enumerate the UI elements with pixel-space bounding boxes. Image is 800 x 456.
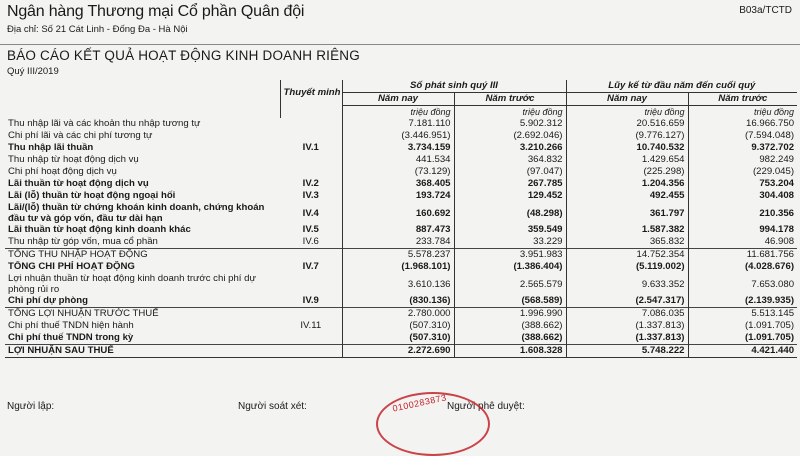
ytd-this-year-value: 1.429.654 (566, 154, 688, 166)
quarter-this-year-value: 368.405 (342, 178, 454, 190)
ytd-this-year-value: 20.516.659 (566, 118, 688, 130)
ytd-last-year-value: 16.966.750 (746, 118, 795, 129)
ytd-this-year-value: (9.776.127) (566, 130, 688, 142)
ytd-this-year-value: (225.298) (566, 166, 688, 178)
ytd-last-year-value: 753.204 (759, 178, 795, 189)
quarter-this-year-value: (73.129) (342, 166, 454, 178)
row-label: Lãi (lỗ) thuần từ hoạt động ngoại hối (8, 190, 176, 201)
ytd-this-year-value: 361.797 (566, 202, 688, 224)
row-note: IV.3 (280, 190, 342, 202)
row-label: Chi phí dự phòng (8, 295, 88, 306)
ytd-last-year-value: 7.653.080 (751, 278, 795, 290)
ytd-last-year-value: (1.091.705) (744, 320, 795, 331)
row-note: IV.7 (280, 261, 342, 273)
ytd-last-year-value: 210.356 (759, 207, 795, 219)
quarter-last-year-value: (388.662) (454, 332, 566, 345)
quarter-last-year-header: Năm trước (454, 93, 566, 106)
quarter-last-year-value: (568.589) (454, 295, 566, 308)
table-row (5, 142, 797, 154)
unit-label: triệu đồng (454, 106, 566, 119)
table-row (5, 118, 797, 130)
report-title: BÁO CÁO KẾT QUẢ HOẠT ĐỘNG KINH DOANH RIÊNG (7, 48, 360, 63)
quarter-last-year-value: (388.662) (454, 320, 566, 332)
table-row (5, 130, 797, 142)
note-column-header: Thuyết minh (280, 80, 342, 106)
row-note (280, 118, 342, 130)
quarter-this-year-value: 3.610.136 (342, 273, 454, 295)
ytd-last-year-value: (4.028.676) (744, 261, 795, 272)
table-row (5, 320, 797, 332)
row-note: IV.2 (280, 178, 342, 190)
quarter-last-year-value: 33.229 (454, 236, 566, 249)
quarter-this-year-value: (507.310) (342, 332, 454, 345)
quarter-this-year-value: 193.724 (342, 190, 454, 202)
bank-address: Địa chỉ: Số 21 Cát Linh - Đống Đa - Hà Nội (7, 24, 188, 35)
ytd-this-year-header: Năm nay (566, 93, 688, 106)
row-note (280, 345, 342, 358)
row-label: Chi phí hoạt động dịch vụ (8, 166, 117, 177)
ytd-last-year-value: 304.408 (759, 190, 795, 201)
ytd-this-year-value: 5.748.222 (566, 345, 688, 358)
row-label: Thu nhập lãi thuần (8, 142, 94, 153)
ytd-last-year-value: (2.139.935) (744, 295, 795, 306)
table-row (5, 236, 797, 249)
table-row (5, 224, 797, 236)
quarter-group-header: Số phát sinh quý III (342, 80, 566, 93)
checked-by-label: Người soát xét: (238, 401, 307, 412)
income-statement-table (5, 80, 797, 358)
quarter-this-year-value: 5.578.237 (342, 249, 454, 262)
row-note (280, 308, 342, 321)
header-row-groups (5, 80, 797, 93)
row-label: Lãi/(lỗ) thuần từ chứng khoán kinh doanh, chứng khoán đầu tư và góp vốn, đầu tư dài hạn (8, 202, 265, 224)
table-row (5, 249, 797, 262)
quarter-last-year-value: (48.298) (454, 202, 566, 224)
table-row (5, 202, 797, 224)
table-row (5, 308, 797, 321)
row-label: TỔNG THU NHẬP HOẠT ĐỘNG (5, 249, 280, 262)
row-note (280, 154, 342, 166)
unit-label: triệu đồng (754, 107, 795, 117)
unit-label: triệu đồng (342, 106, 454, 119)
table-row (5, 295, 797, 308)
table-row (5, 190, 797, 202)
row-label: TỔNG CHI PHÍ HOẠT ĐỘNG (8, 261, 135, 272)
ytd-this-year-value: 10.740.532 (566, 142, 688, 154)
row-note: IV.9 (280, 295, 342, 308)
quarter-last-year-value: (97.047) (454, 166, 566, 178)
row-label: Lãi thuần từ hoạt động kinh doanh khác (8, 224, 191, 235)
table-row (5, 332, 797, 345)
quarter-this-year-value: 233.784 (342, 236, 454, 249)
quarter-this-year-value: 441.534 (342, 154, 454, 166)
table-row (5, 345, 797, 358)
row-note (280, 130, 342, 142)
row-label: Thu nhập lãi và các khoản thu nhập tương tự (8, 118, 201, 129)
quarter-last-year-value: 2.565.579 (454, 273, 566, 295)
ytd-this-year-value: (1.337.813) (566, 320, 688, 332)
ytd-this-year-value: (1.337.813) (566, 332, 688, 345)
quarter-last-year-value: 5.902.312 (454, 118, 566, 130)
ytd-last-year-header: Năm trước (688, 93, 797, 106)
table-row (5, 273, 797, 295)
ytd-this-year-value: 9.633.352 (566, 273, 688, 295)
table-row (5, 178, 797, 190)
ytd-last-year-value: (7.594.048) (744, 130, 795, 141)
table-row (5, 154, 797, 166)
row-label: Lãi thuần từ hoạt động dịch vụ (8, 178, 149, 189)
quarter-this-year-value: (1.968.101) (342, 261, 454, 273)
ytd-last-year-value: 982.249 (759, 154, 795, 165)
ytd-this-year-value: (5.119.002) (566, 261, 688, 273)
quarter-last-year-value: (2.692.046) (454, 130, 566, 142)
row-label: LỢI NHUẬN SAU THUẾ (5, 345, 280, 358)
stamp-number: 0100283873 (391, 392, 448, 414)
ytd-last-year-value: 5.513.145 (688, 308, 797, 321)
table-row (5, 166, 797, 178)
ytd-this-year-value: (2.547.317) (566, 295, 688, 308)
quarter-last-year-value: 267.785 (454, 178, 566, 190)
quarter-this-year-value: 7.181.110 (342, 118, 454, 130)
prepared-by-label: Người lập: (7, 401, 55, 412)
report-period: Quý III/2019 (7, 66, 59, 77)
approved-by-label: Người phê duyệt: (447, 401, 525, 412)
ytd-this-year-value: 492.455 (566, 190, 688, 202)
row-label: Chi phí thuế TNDN trong kỳ (8, 332, 134, 343)
bank-name: Ngân hàng Thương mại Cổ phần Quân đội (7, 3, 305, 20)
quarter-last-year-value: 129.452 (454, 190, 566, 202)
ytd-last-year-value: 4.421.440 (688, 345, 797, 358)
row-label: Thu nhập từ góp vốn, mua cổ phần (8, 236, 158, 247)
quarter-last-year-value: 1.608.328 (454, 345, 566, 358)
quarter-last-year-value: 359.549 (454, 224, 566, 236)
quarter-this-year-value: (830.136) (342, 295, 454, 308)
row-note: IV.5 (280, 224, 342, 236)
quarter-this-year-value: 160.692 (342, 202, 454, 224)
ytd-group-header: Lũy kế từ đầu năm đến cuối quý (566, 80, 797, 93)
quarter-last-year-value: 1.996.990 (454, 308, 566, 321)
ytd-this-year-value: 1.587.382 (566, 224, 688, 236)
quarter-this-year-value: 887.473 (342, 224, 454, 236)
header-row-units (5, 106, 797, 119)
row-label: TỔNG LỢI NHUẬN TRƯỚC THUẾ (5, 308, 280, 321)
quarter-last-year-value: 3.951.983 (454, 249, 566, 262)
header-row-years (5, 93, 797, 106)
row-note: IV.1 (280, 142, 342, 154)
label-column-header (5, 80, 280, 93)
ytd-last-year-value: 994.178 (759, 224, 795, 235)
form-code: B03a/TCTD (739, 5, 792, 16)
row-label: Chi phí thuế TNDN hiện hành (8, 320, 134, 331)
ytd-this-year-value: 365.832 (566, 236, 688, 249)
ytd-this-year-value: 7.086.035 (566, 308, 688, 321)
ytd-last-year-value: (229.045) (752, 166, 795, 177)
quarter-this-year-header: Năm nay (342, 93, 454, 106)
row-note (280, 273, 342, 295)
quarter-last-year-value: 364.832 (454, 154, 566, 166)
ytd-last-year-value: (1.091.705) (744, 332, 795, 343)
table-row (5, 261, 797, 273)
quarter-this-year-value: 3.734.159 (342, 142, 454, 154)
quarter-last-year-value: 3.210.266 (454, 142, 566, 154)
row-label: Lợi nhuận thuần từ hoạt động kinh doanh trước chi phí dự phòng rủi ro (8, 273, 256, 295)
ytd-last-year-value: 11.681.756 (688, 249, 797, 262)
row-note (280, 332, 342, 345)
quarter-this-year-value: (3.446.951) (342, 130, 454, 142)
header-divider (0, 44, 800, 45)
row-note: IV.4 (280, 202, 342, 224)
row-note (280, 249, 342, 262)
row-note: IV.11 (280, 320, 342, 332)
ytd-last-year-value: 9.372.702 (751, 142, 795, 153)
ytd-this-year-value: 1.204.356 (566, 178, 688, 190)
row-note (280, 166, 342, 178)
unit-label: triệu đồng (566, 106, 688, 119)
row-label: Chi phí lãi và các chi phí tương tự (8, 130, 153, 141)
ytd-last-year-value: 46.908 (764, 236, 795, 247)
row-label: Thu nhập từ hoạt động dịch vụ (8, 154, 139, 165)
ytd-this-year-value: 14.752.354 (566, 249, 688, 262)
row-note: IV.6 (280, 236, 342, 249)
quarter-last-year-value: (1.386.404) (454, 261, 566, 273)
quarter-this-year-value: (507.310) (342, 320, 454, 332)
quarter-this-year-value: 2.780.000 (342, 308, 454, 321)
quarter-this-year-value: 2.272.690 (342, 345, 454, 358)
